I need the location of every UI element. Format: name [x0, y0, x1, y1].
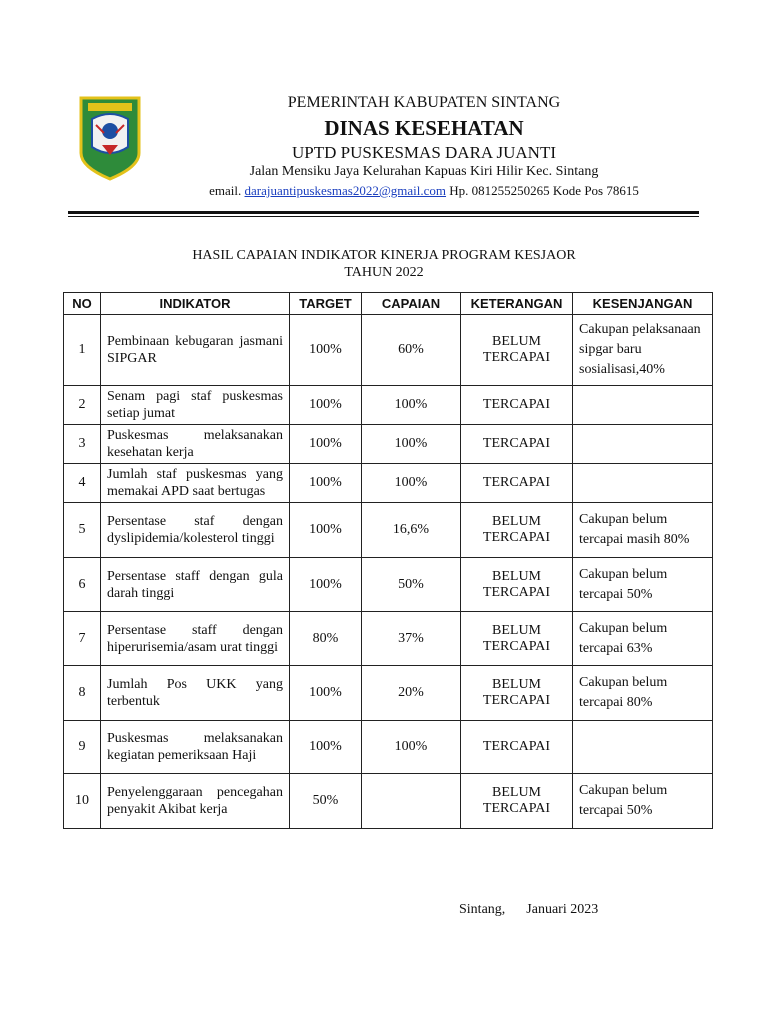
- kabupaten-sintang-logo: [78, 95, 142, 181]
- cell-capaian: 20%: [362, 666, 461, 721]
- cell-kesenjangan: Cakupan belum tercapai 50%: [573, 774, 713, 829]
- col-keterangan-header: KETERANGAN: [461, 293, 573, 315]
- cell-kesenjangan: Cakupan belum tercapai 50%: [573, 558, 713, 612]
- cell-no: 3: [64, 425, 101, 464]
- letterhead-contact: [150, 183, 698, 199]
- cell-indikator: Persentase staf dengan dyslipidemia/kolesterol tinggi: [101, 503, 290, 558]
- cell-capaian: 100%: [362, 386, 461, 425]
- cell-kesenjangan: Cakupan belum tercapai 80%: [573, 666, 713, 721]
- cell-capaian: 60%: [362, 315, 461, 386]
- cell-indikator: Penyelenggaraan pencegahan penyakit Akibat kerja: [101, 774, 290, 829]
- footer-place: Sintang,: [459, 902, 506, 917]
- cell-keterangan: BELUM TERCAPAI: [461, 774, 573, 829]
- cell-target: 100%: [290, 386, 362, 425]
- cell-indikator: Puskesmas melaksanakan kegiatan pemeriksaan Haji: [101, 721, 290, 774]
- indicator-table: [63, 292, 713, 829]
- cell-keterangan: BELUM TERCAPAI: [461, 612, 573, 666]
- letterhead-address: Jalan Mensiku Jaya Kelurahan Kapuas Kiri Hilir Kec. Sintang: [249, 164, 599, 179]
- table-row: [64, 558, 713, 612]
- cell-target: 100%: [290, 315, 362, 386]
- cell-indikator: Senam pagi staf puskesmas setiap jumat: [101, 386, 290, 425]
- email-link[interactable]: darajuantipuskesmas2022@gmail.com: [244, 183, 447, 198]
- letterhead-divider-thick: [68, 211, 699, 214]
- cell-keterangan: TERCAPAI: [461, 721, 573, 774]
- cell-capaian: 50%: [362, 558, 461, 612]
- cell-keterangan: TERCAPAI: [461, 386, 573, 425]
- cell-capaian: 100%: [362, 425, 461, 464]
- document-year: TAHUN 2022: [344, 265, 424, 280]
- letterhead-government: PEMERINTAH KABUPATEN SINTANG: [287, 94, 561, 111]
- cell-keterangan: TERCAPAI: [461, 425, 573, 464]
- col-capaian-header: CAPAIAN: [362, 293, 461, 315]
- table-row: [64, 612, 713, 666]
- cell-capaian: 100%: [362, 721, 461, 774]
- table-row: [64, 666, 713, 721]
- cell-indikator: Jumlah Pos UKK yang terbentuk: [101, 666, 290, 721]
- cell-no: 2: [64, 386, 101, 425]
- footer-date: Januari 2023: [526, 902, 599, 917]
- letterhead-unit: UPTD PUSKESMAS DARA JUANTI: [291, 143, 556, 162]
- cell-keterangan: TERCAPAI: [461, 464, 573, 503]
- table-row: [64, 721, 713, 774]
- cell-keterangan: BELUM TERCAPAI: [461, 315, 573, 386]
- cell-no: 7: [64, 612, 101, 666]
- cell-kesenjangan: Cakupan pelaksanaan sipgar baru sosialisasi,40%: [573, 315, 713, 386]
- cell-target: 100%: [290, 666, 362, 721]
- cell-no: 9: [64, 721, 101, 774]
- table-row: [64, 425, 713, 464]
- cell-no: 10: [64, 774, 101, 829]
- cell-target: 50%: [290, 774, 362, 829]
- cell-indikator: Pembinaan kebugaran jasmani SIPGAR: [101, 315, 290, 386]
- cell-no: 8: [64, 666, 101, 721]
- table-row: [64, 503, 713, 558]
- cell-capaian: 100%: [362, 464, 461, 503]
- document-title: HASIL CAPAIAN INDIKATOR KINERJA PROGRAM KESJAOR: [192, 248, 576, 263]
- col-target-header: TARGET: [290, 293, 362, 315]
- cell-keterangan: BELUM TERCAPAI: [461, 558, 573, 612]
- cell-target: 100%: [290, 558, 362, 612]
- cell-no: 5: [64, 503, 101, 558]
- cell-capaian: [362, 774, 461, 829]
- letterhead-divider-thin: [68, 216, 699, 217]
- table-row: [64, 315, 713, 386]
- cell-target: 100%: [290, 464, 362, 503]
- cell-indikator: Puskesmas melaksanakan kesehatan kerja: [101, 425, 290, 464]
- cell-target: 80%: [290, 612, 362, 666]
- cell-target: 100%: [290, 503, 362, 558]
- col-kesenjangan-header: KESENJANGAN: [573, 293, 713, 315]
- cell-indikator: Jumlah staf puskesmas yang memakai APD saat bertugas: [101, 464, 290, 503]
- cell-kesenjangan: [573, 721, 713, 774]
- table-header-row: [64, 293, 713, 315]
- cell-keterangan: BELUM TERCAPAI: [461, 503, 573, 558]
- cell-no: 6: [64, 558, 101, 612]
- email-label: email.: [209, 183, 242, 198]
- col-indikator-header: INDIKATOR: [101, 293, 290, 315]
- cell-keterangan: BELUM TERCAPAI: [461, 666, 573, 721]
- cell-no: 1: [64, 315, 101, 386]
- phone-postal: Hp. 081255250265 Kode Pos 78615: [449, 183, 639, 198]
- cell-indikator: Persentase staff dengan gula darah tinggi: [101, 558, 290, 612]
- cell-capaian: 37%: [362, 612, 461, 666]
- cell-kesenjangan: [573, 464, 713, 503]
- table-row: [64, 386, 713, 425]
- cell-kesenjangan: [573, 386, 713, 425]
- letterhead-department: DINAS KESEHATAN: [324, 116, 524, 140]
- cell-kesenjangan: [573, 425, 713, 464]
- cell-indikator: Persentase staff dengan hiperurisemia/asam urat tinggi: [101, 612, 290, 666]
- table-row: [64, 464, 713, 503]
- table-row: [64, 774, 713, 829]
- cell-target: 100%: [290, 425, 362, 464]
- col-no-header: NO: [64, 293, 101, 315]
- cell-kesenjangan: Cakupan belum tercapai masih 80%: [573, 503, 713, 558]
- cell-kesenjangan: Cakupan belum tercapai 63%: [573, 612, 713, 666]
- cell-target: 100%: [290, 721, 362, 774]
- signature-place-date: [459, 902, 598, 918]
- cell-capaian: 16,6%: [362, 503, 461, 558]
- cell-no: 4: [64, 464, 101, 503]
